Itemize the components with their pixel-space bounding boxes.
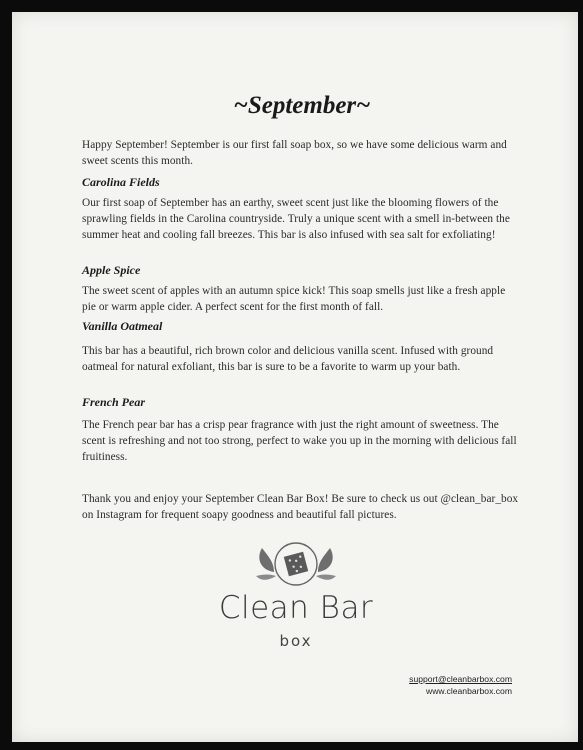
section-text-vanilla-oatmeal: This bar has a beautiful, rich brown color and delicious vanilla scent. Infused with ground oatmeal for natural exfoliant, this bar is sure to be a favorite to warm up your bath.	[82, 345, 494, 373]
section-heading-french-pear: French Pear	[82, 395, 145, 409]
website-link[interactable]: www.cleanbarbox.com	[426, 686, 512, 696]
logo-subtitle: box	[279, 632, 313, 650]
closing-paragraph: Thank you and enjoy your September Clean Bar Box! Be sure to check us out @clean_bar_box on Instagram for frequent soapy goodness and beautiful fall pictures.	[82, 493, 519, 521]
page-title: ~September~	[233, 92, 371, 119]
support-email-link[interactable]: support@cleanbarbox.com	[409, 674, 512, 684]
section-text-apple-spice: The sweet scent of apples with an autumn spice kick! This soap smells just like a fresh apple pie or warm apple cider. A perfect scent for the first month of fall.	[82, 285, 506, 313]
section-heading-carolina-fields: Carolina Fields	[82, 175, 160, 189]
intro-paragraph: Happy September! September is our first fall soap box, so we have some delicious warm and sweet scents this month.	[82, 139, 507, 167]
section-heading-vanilla-oatmeal: Vanilla Oatmeal	[82, 319, 163, 333]
letter-paper	[12, 12, 578, 742]
logo-wordmark: Clean Bar	[218, 590, 374, 626]
section-text-carolina-fields: Our first soap of September has an earthy, sweet scent just like the blooming flowers of the sprawling fields in the Carolina countryside. Truly a unique scent with a smell in-between the summer heat and cooling fall breezes. This bar is also infused with sea salt for exfoliating!	[82, 197, 510, 241]
section-text-french-pear: The French pear bar has a crisp pear fragrance with just the right amount of sweetness. The scent is refreshing and not too strong, perfect to wake you up in the morning with delicious fall fruitiness.	[82, 419, 517, 463]
soap-leaf-emblem-icon	[216, 532, 376, 592]
section-heading-apple-spice: Apple Spice	[82, 263, 141, 277]
clean-bar-box-logo	[216, 532, 376, 662]
